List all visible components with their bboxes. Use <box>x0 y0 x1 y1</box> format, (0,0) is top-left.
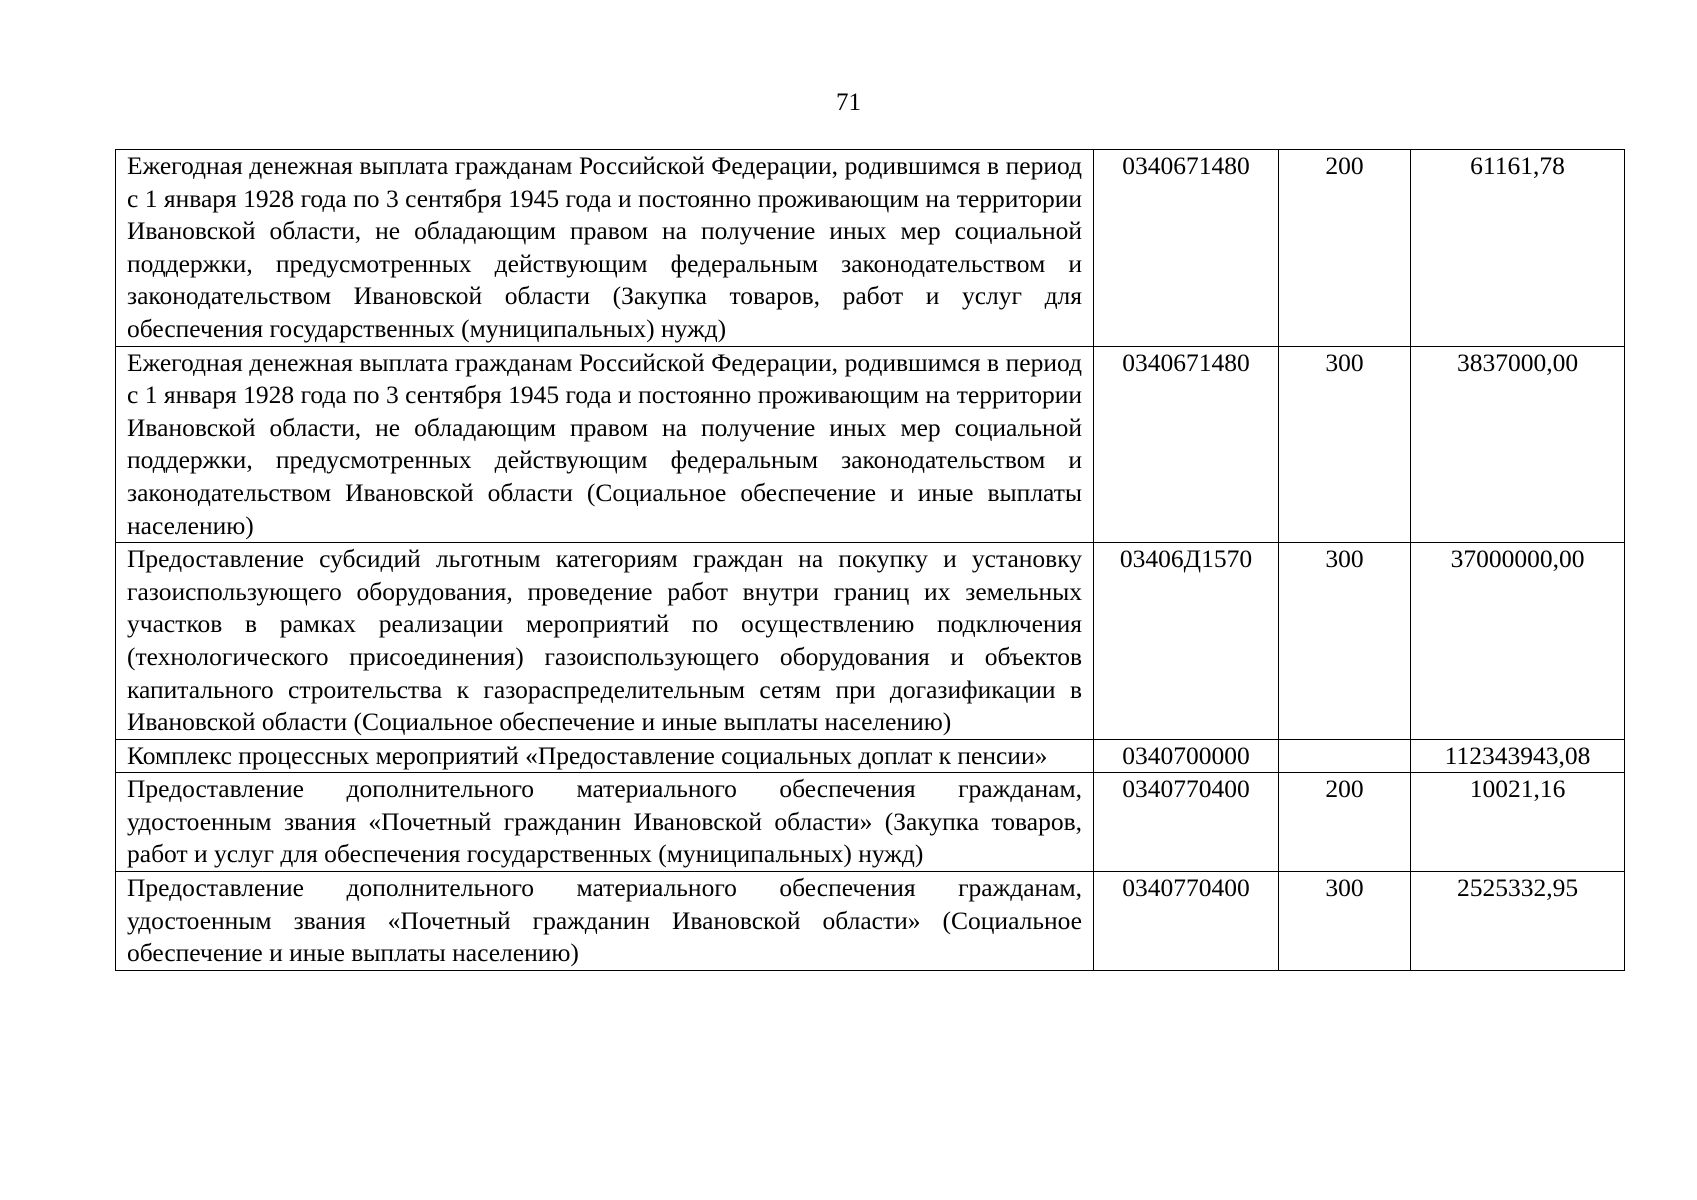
table-row <box>116 543 1625 740</box>
row-expense-type: 300 <box>1279 543 1411 740</box>
row-amount: 112343943,08 <box>1411 739 1625 773</box>
table-row <box>116 346 1625 543</box>
row-target-code: 0340671480 <box>1094 150 1279 347</box>
row-description: Комплекс процессных мероприятий «Предоставление социальных доплат к пенсии» <box>116 739 1094 773</box>
row-description: Предоставление дополнительного материального обеспечения гражданам, удостоенным звания «Почетный гражданин Ивановской области» (Социальное обеспечение и иные выплаты населению) <box>116 872 1094 971</box>
row-expense-type: 300 <box>1279 872 1411 971</box>
row-description: Предоставление субсидий льготным категориям граждан на покупку и установку газоиспользующего оборудования, проведение работ внутри границ их земельных участков в рамках реализации мероприятий по осуществлению подключения (технологического присоединения) газоиспользующего оборудования и объектов капитального строительства к газораспределительным сетям при догазификации в Ивановской области (Социальное обеспечение и иные выплаты населению) <box>116 543 1094 740</box>
table-row <box>116 739 1625 773</box>
table-row <box>116 773 1625 872</box>
table-row <box>116 872 1625 971</box>
row-target-code: 0340770400 <box>1094 872 1279 971</box>
row-amount: 3837000,00 <box>1411 346 1625 543</box>
row-description: Ежегодная денежная выплата гражданам Российской Федерации, родившимся в период с 1 января 1928 года по 3 сентября 1945 года и постоянно проживающим на территории Ивановской области, не обладающим правом на получение иных мер социальной поддержки, предусмотренных действующим федеральным законодательством и законодательством Ивановской области (Закупка товаров, работ и услуг для обеспечения государственных (муниципальных) нужд) <box>116 150 1094 347</box>
row-expense-type: 200 <box>1279 773 1411 872</box>
row-amount: 10021,16 <box>1411 773 1625 872</box>
row-amount: 61161,78 <box>1411 150 1625 347</box>
table-row <box>116 150 1625 347</box>
page-number: 71 <box>836 89 861 116</box>
row-target-code: 0340770400 <box>1094 773 1279 872</box>
row-amount: 2525332,95 <box>1411 872 1625 971</box>
budget-table <box>115 149 1625 971</box>
row-description: Ежегодная денежная выплата гражданам Российской Федерации, родившимся в период с 1 января 1928 года по 3 сентября 1945 года и постоянно проживающим на территории Ивановской области, не обладающим правом на получение иных мер социальной поддержки, предусмотренных действующим федеральным законодательством и законодательством Ивановской области (Социальное обеспечение и иные выплаты населению) <box>116 346 1094 543</box>
row-target-code: 03406Д1570 <box>1094 543 1279 740</box>
row-expense-type <box>1279 739 1411 773</box>
row-description: Предоставление дополнительного материального обеспечения гражданам, удостоенным звания «Почетный гражданин Ивановской области» (Закупка товаров, работ и услуг для обеспечения государственных (муниципальных) нужд) <box>116 773 1094 872</box>
row-expense-type: 300 <box>1279 346 1411 543</box>
row-target-code: 0340700000 <box>1094 739 1279 773</box>
row-amount: 37000000,00 <box>1411 543 1625 740</box>
row-expense-type: 200 <box>1279 150 1411 347</box>
row-target-code: 0340671480 <box>1094 346 1279 543</box>
